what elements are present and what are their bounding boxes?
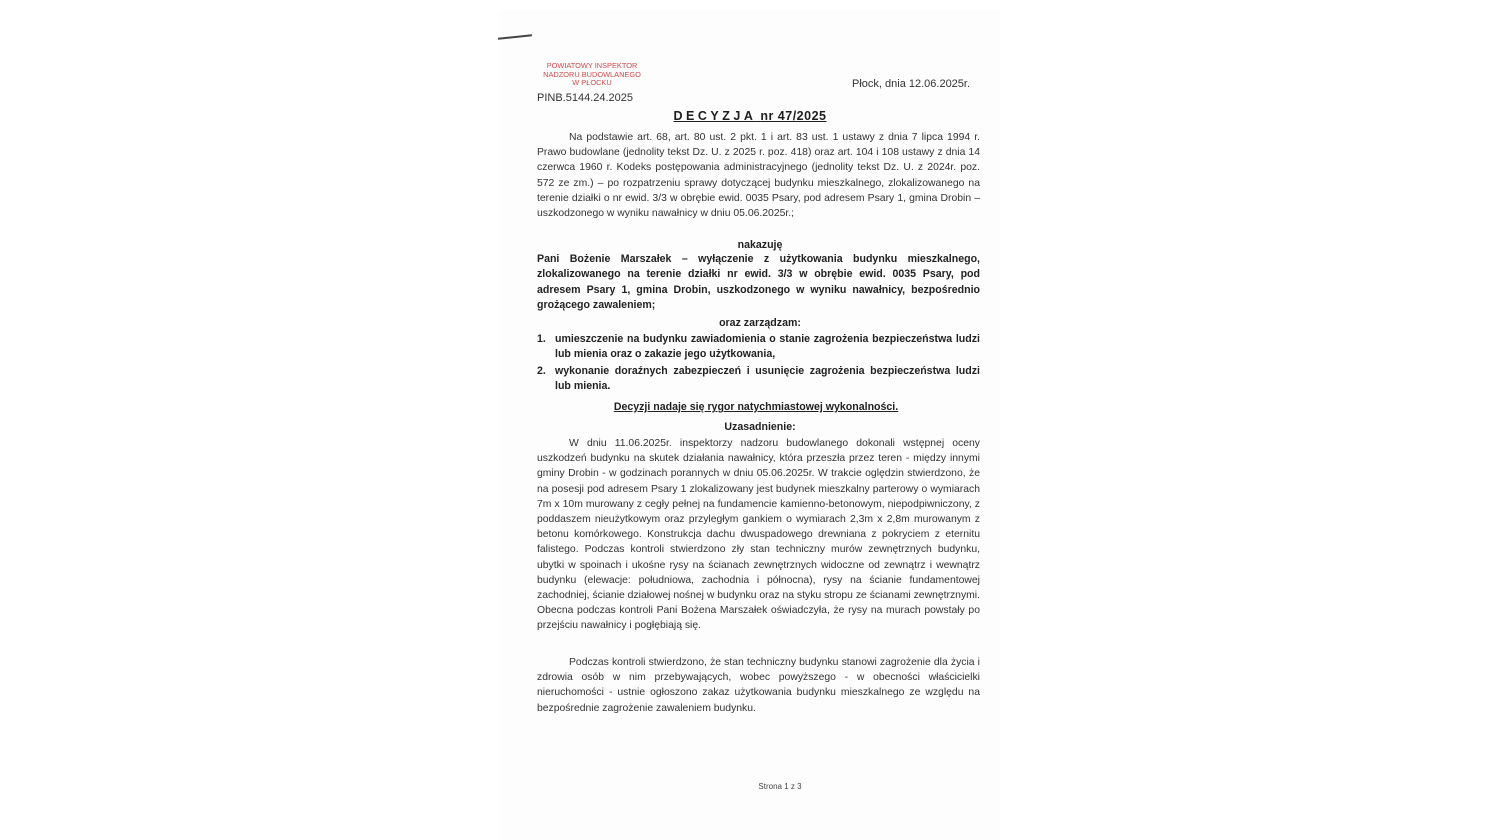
reference-number: PINB.5144.24.2025 — [537, 92, 634, 104]
intro-paragraph: Na podstawie art. 68, art. 80 ust. 2 pkt. 1 i art. 83 ust. 1 ustawy z dnia 7 lipca 1994 r. Prawo budowlane (jednolity tekst Dz. U. z 2025 r. poz. 418) oraz art. 104 i 108 ustawy z dnia 14 czerwca 1960 r. Kodeks postępowania administracyjnego (jednolity tekst Dz. U. z 2024r. poz. 572 ze zm.) – po rozpatrzeniu sprawy dotyczącej budynku mieszkalnego, zlokalizowanego na terenie działki o nr ewid. 3/3 w obrębie ewid. 0035 Psary, pod adresem Psary 1, gmina Drobin – uszkodzonego w wyniku nawałnicy w dniu 05.06.2025r.; — [537, 132, 980, 220]
justification-paragraph: Podczas kontroli stwierdzono, że stan techniczny budynku stanowi zagrożenie dla życia i zdrowia osób w nim przebywających, wobec powyższego - w obecności właścicielki nieruchomości - ustnie ogłoszono zakaz użytkowania budynku mieszkalnego ze względu na bezpośrednie zagrożenie zawaleniem budynku. — [537, 657, 980, 714]
rigor-statement: Decyzji nadaje się rygor natychmiastowej wykonalności. — [613, 401, 899, 413]
title-decision-word: DECYZJA — [673, 109, 757, 123]
list-item-number: 1. — [537, 333, 546, 345]
additional-heading: oraz zarządzam: — [719, 317, 801, 329]
title-number: nr 47/2025 — [760, 109, 827, 123]
stamp-line: W PŁOCKU — [572, 78, 612, 88]
list-item — [537, 364, 980, 395]
stamp-line: NADZORU BUDOWLANEGO — [543, 69, 641, 79]
document-title — [500, 109, 1000, 123]
order-paragraph: Pani Bożenie Marszałek – wyłączenie z użytkowania budynku mieszkalnego, zlokalizowanego na terenie działki nr ewid. 3/3 w obrębie ewid. 0035 Psary, pod adresem Psary 1, gmina Drobin, uszkodzonego w wyniku nawałnicy, bezpośrednio grożącego zawaleniem; — [537, 253, 980, 312]
list-item-text: wykonanie doraźnych zabezpieczeń i usunięcie zagrożenia bezpieczeństwa ludzi lub mienia. — [555, 364, 980, 393]
place-date: Płock, dnia 12.06.2025r. — [852, 78, 971, 90]
justification-heading: Uzasadnienie: — [724, 421, 796, 433]
stamp-line: POWIATOWY INSPEKTOR — [546, 61, 638, 70]
list-item-text: umieszczenie na budynku zawiadomienia o stanie zagrożenia bezpieczeństwa ludzi lub mienia oraz o zakazie jego użytkowania, — [555, 333, 980, 361]
list-item-number: 2. — [537, 364, 546, 377]
office-stamp — [533, 62, 651, 88]
additional-orders-list — [537, 332, 980, 396]
order-heading: nakazuję — [737, 239, 783, 251]
justification-paragraph: W dniu 11.06.2025r. inspektorzy nadzoru budowlanego dokonali wstępnej oceny uszkodzeń budynku na skutek działania nawałnicy, która przeszła przez teren - między innymi gminy Drobin - w godzinach porannych w dniu 05.06.2025r. W trakcie oględzin stwierdzono, że na posesji pod adresem Psary 1 zlokalizowany jest budynek mieszkalny parterowy o wymiarach 7m x 10m murowany z cegły pełnej na fundamencie kamienno-betonowym, niepodpiwniczony, z poddaszem nieużytkowym oraz przyległym gankiem o wymiarach 2,3m x 2,8m murowanym z betonu komórkowego. Konstrukcja dachu dwuspadowego drewniana z pokryciem z eternitu falistego. Podczas kontroli stwierdzono zły stan techniczny murów zewnętrznych budynku, ubytki w spoinach i ukośne rysy na ścianach zewnętrznych widoczne od zewnątrz i wewnątrz budynku (elewacje: południowa, zachodnia i północna), rysy na ścianie fundamentowej zachodniej, ścianie działowej nośnej w budynku oraz na styku stropu ze ścianami zewnętrznymi. Obecna podczas kontroli Pani Bożena Marszałek oświadczyła, że rysy na murach powstały po przejściu nawałnicy i pogłębiają się. — [537, 438, 980, 632]
page-number: Strona 1 z 3 — [758, 782, 802, 791]
list-item — [537, 332, 980, 363]
